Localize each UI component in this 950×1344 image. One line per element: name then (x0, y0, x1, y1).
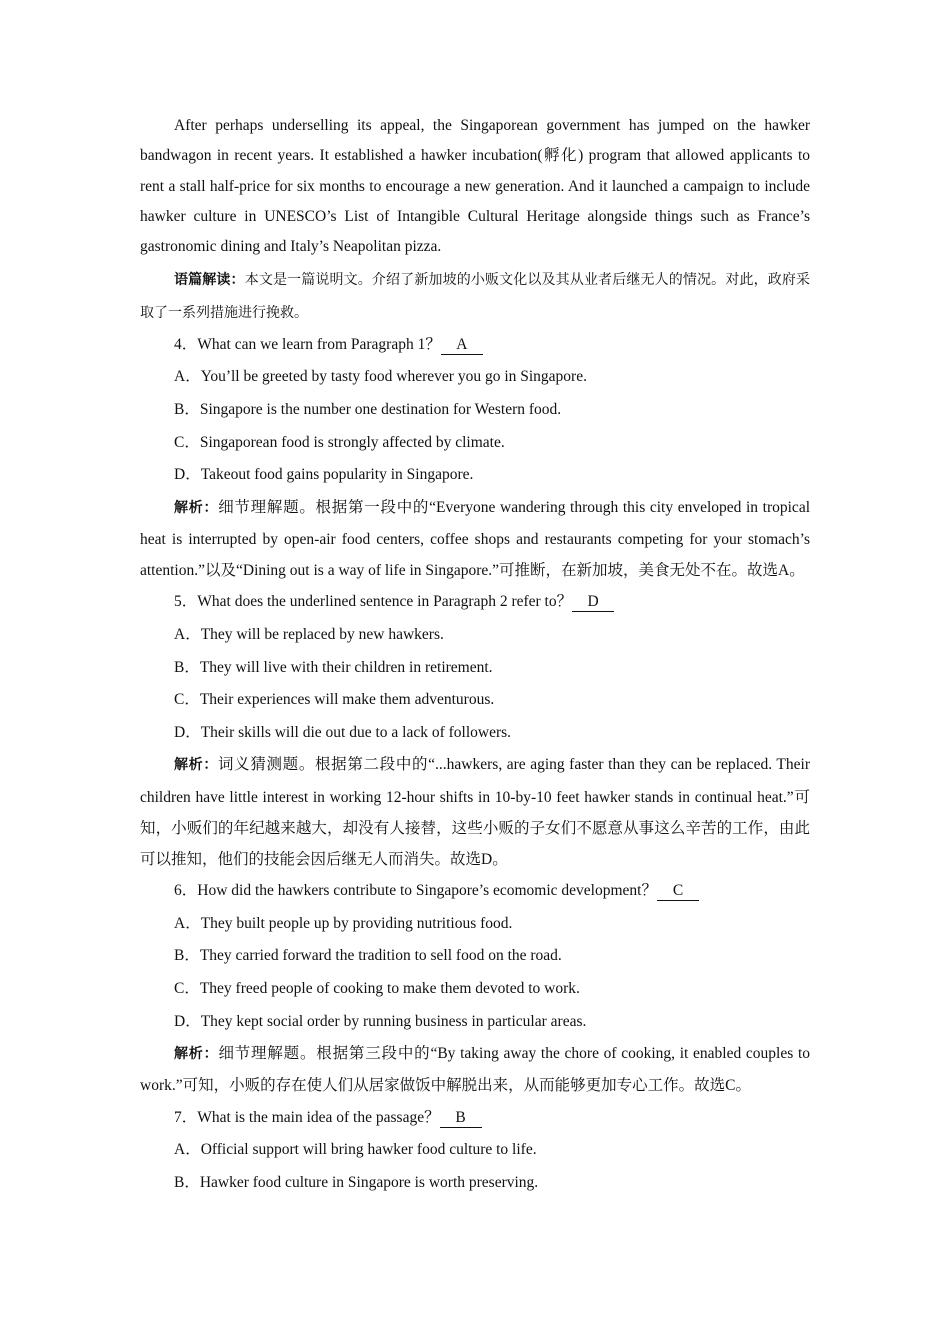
option-a: A．Official support will bring hawker food culture to life. (174, 1141, 537, 1159)
option-b: B．They carried forward the tradition to sell food on the road. (174, 947, 562, 965)
summary-text: 本文是一篇说明文。介绍了新加坡的小贩文化以及其从业者后继无人的情况。对此，政府采取了一系列措施进行挽救。 (140, 272, 811, 321)
explanation-label: 解析： (174, 757, 218, 774)
question-stem: 5．What does the underlined sentence in Paragraph 2 refer to？ D (140, 586, 810, 619)
explanation-text: 细节理解题。根据第一段中的“Everyone wandering through this city enveloped in tropical heat is interrupted by open-air food centers, coffee shops and restaurants competing for your stomach’s attention.”以及“Dining out is a way of life in Singapore.”可推断，在新加坡，美食无处不在。故选A。 (140, 498, 811, 580)
option-d: D．They kept social order by running business in particular areas. (174, 1012, 587, 1030)
option-a: A．You’ll be greeted by tasty food wherever you go in Singapore. (174, 368, 587, 386)
answer-blank: D (572, 593, 614, 612)
option-a: A．They will be replaced by new hawkers. (174, 626, 444, 644)
option-d: D．Their skills will die out due to a lack of followers. (174, 723, 512, 741)
question-stem: 4．What can we learn from Paragraph 1？ A (140, 329, 810, 362)
option-d: D．Takeout food gains popularity in Singapore. (174, 466, 474, 484)
option-c: C．Their experiences will make them adventurous. (174, 691, 495, 709)
explanation (140, 1038, 810, 1101)
question-4 (140, 329, 810, 587)
summary-label: 语篇解读： (174, 272, 245, 289)
answer-blank: B (440, 1109, 482, 1128)
answer-blank: A (441, 336, 483, 355)
explanation (140, 749, 810, 875)
explanation-label: 解析： (174, 1046, 219, 1063)
question-5 (140, 586, 810, 875)
explanation-label: 解析： (174, 499, 219, 516)
question-stem: 6．How did the hawkers contribute to Singapore’s ecomomic development？ C (140, 875, 810, 908)
explanation (140, 492, 810, 587)
passage-summary (140, 264, 810, 328)
question-6 (140, 875, 810, 1101)
passage-paragraph: After perhaps underselling its appeal, the Singaporean government has jumped on the hawker bandwagon in recent years. It established a hawker incubation(孵化) program that allowed applicants to rent a stall half-price for six months to encourage a new generation. And it launched a campaign to include hawker culture in UNESCO’s List of Intangible Cultural Heritage alongside things such as France’s gastronomic dining and Italy’s Neapolitan pizza. (140, 117, 810, 256)
explanation-text: 词义猜测题。根据第二段中的“...hawkers, are aging faster than they can be replaced. Their children have little interest in working 12-hour shifts in 10-by-10 feet hawker stands in continual heat.”可知，小贩们的年纪越来越大，却没有人接替，这些小贩的子女们不愿意从事这么辛苦的工作，由此可以推知，他们的技能会因后继无人而消失。故选D。 (140, 756, 810, 869)
explanation-text: 细节理解题。根据第三段中的“By taking away the chore of cooking, it enabled couples to work.”可知，小贩的存在使人们从居家做饭中解脱出来，从而能够更加专心工作。故选C。 (140, 1045, 810, 1095)
question-stem: 7．What is the main idea of the passage？ B (140, 1102, 810, 1135)
option-a: A．They built people up by providing nutritious food. (174, 914, 513, 932)
option-c: C．Singaporean food is strongly affected by climate. (174, 433, 505, 451)
question-7 (140, 1102, 810, 1200)
option-b: B．They will live with their children in retirement. (174, 658, 493, 676)
option-b: B．Singapore is the number one destination for Western food. (174, 401, 562, 419)
option-c: C．They freed people of cooking to make them devoted to work. (174, 980, 580, 998)
option-b: B．Hawker food culture in Singapore is worth preserving. (174, 1173, 539, 1191)
answer-blank: C (657, 882, 699, 901)
